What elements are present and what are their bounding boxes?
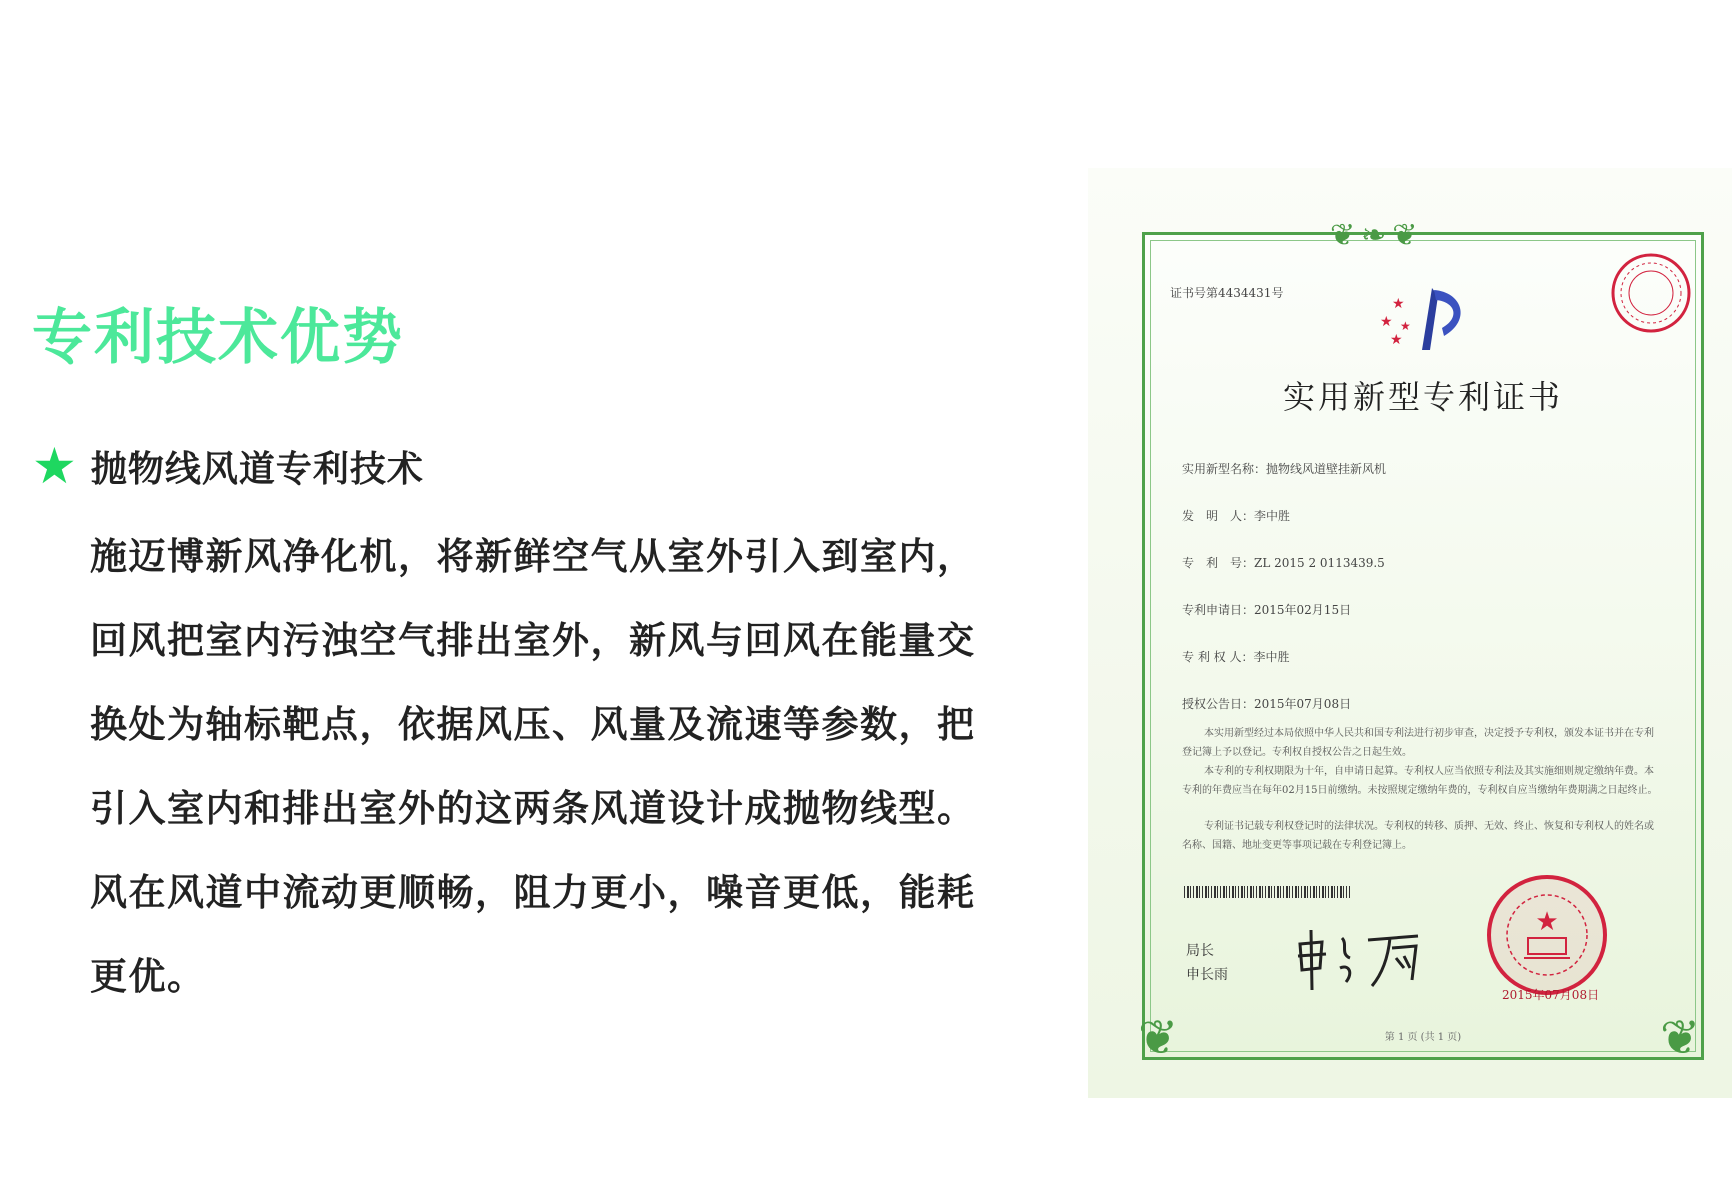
certificate-paragraph: 本专利的专利权期限为十年，自申请日起算。专利权人应当依照专利法及其实施细则规定缴纳年费。本专利的年费应当在每年02月15日前缴纳。未按照规定缴纳年费的，专利权自应当缴纳年费期满之日起终止。 [1182,766,1658,796]
certificate-paragraph: 专利证书记载专利权登记时的法律状况。专利权的转移、质押、无效、终止、恢复和专利权人的姓名或名称、国籍、地址变更等事项记载在专利登记簿上。 [1182,821,1654,851]
description-line: 施迈博新风净化机，将新鲜空气从室外引入到室内， [90,535,976,578]
svg-text:★: ★ [1380,314,1393,330]
certificate-number: 证书号第4434431号 [1170,286,1284,300]
description-text [90,515,990,1019]
agency-seal-icon [1608,250,1694,336]
director-name: 申长雨 [1186,967,1228,983]
certificate-paragraph: 本实用新型经过本局依照中华人民共和国专利法进行初步审查，决定授予专利权，颁发本证书并在专利登记簿上予以登记。专利权自授权公告之日起生效。 [1182,728,1654,758]
signature-icon [1292,924,1432,994]
patent-office-logo-icon [1372,280,1482,360]
certificate-field: 专 利 号：ZL 2015 2 0113439.5 [1182,556,1385,570]
svg-text:★: ★ [1535,907,1559,937]
star-icon: ★ [32,437,77,495]
page-number: 第 1 页 (共 1 页) [1384,1032,1462,1043]
svg-text:★: ★ [1400,319,1411,333]
seal-date: 2015年07月08日 [1502,988,1600,1002]
page-title: 专利技术优势 [32,303,404,373]
official-seal-icon [1484,872,1610,998]
certificate-field: 实用新型名称：抛物线风道壁挂新风机 [1182,462,1387,476]
svg-text:★: ★ [1392,296,1405,312]
bullet-item [32,437,424,495]
description-line: 换处为轴标靶点，依据风压、风量及流速等参数，把 [90,703,976,746]
certificate-field: 专 利 权 人：李中胜 [1182,650,1290,664]
bullet-label: 抛物线风道专利技术 [90,448,424,490]
director-title: 局长 [1186,943,1214,959]
description-line: 引入室内和排出室外的这两条风道设计成抛物线型。 [90,787,976,830]
description-line: 风在风道中流动更顺畅，阻力更小，噪音更低，能耗 [90,871,976,914]
description-line: 更优。 [90,955,206,998]
certificate-field: 发 明 人：李中胜 [1182,509,1291,523]
certificate-field: 授权公告日：2015年07月08日 [1182,697,1352,711]
ornament-corner-icon: ❦ [1138,1010,1179,1066]
svg-text:★: ★ [1390,332,1403,348]
certificate-field: 专利申请日：2015年02月15日 [1182,603,1352,617]
ornament-top-icon: ❦❧❦ [1330,218,1424,253]
certificate-title: 实用新型专利证书 [1282,378,1563,416]
ornament-corner-icon: ❦ [1660,1010,1701,1066]
description-line: 回风把室内污浊空气排出室外，新风与回风在能量交 [90,619,976,662]
barcode [1184,886,1350,898]
